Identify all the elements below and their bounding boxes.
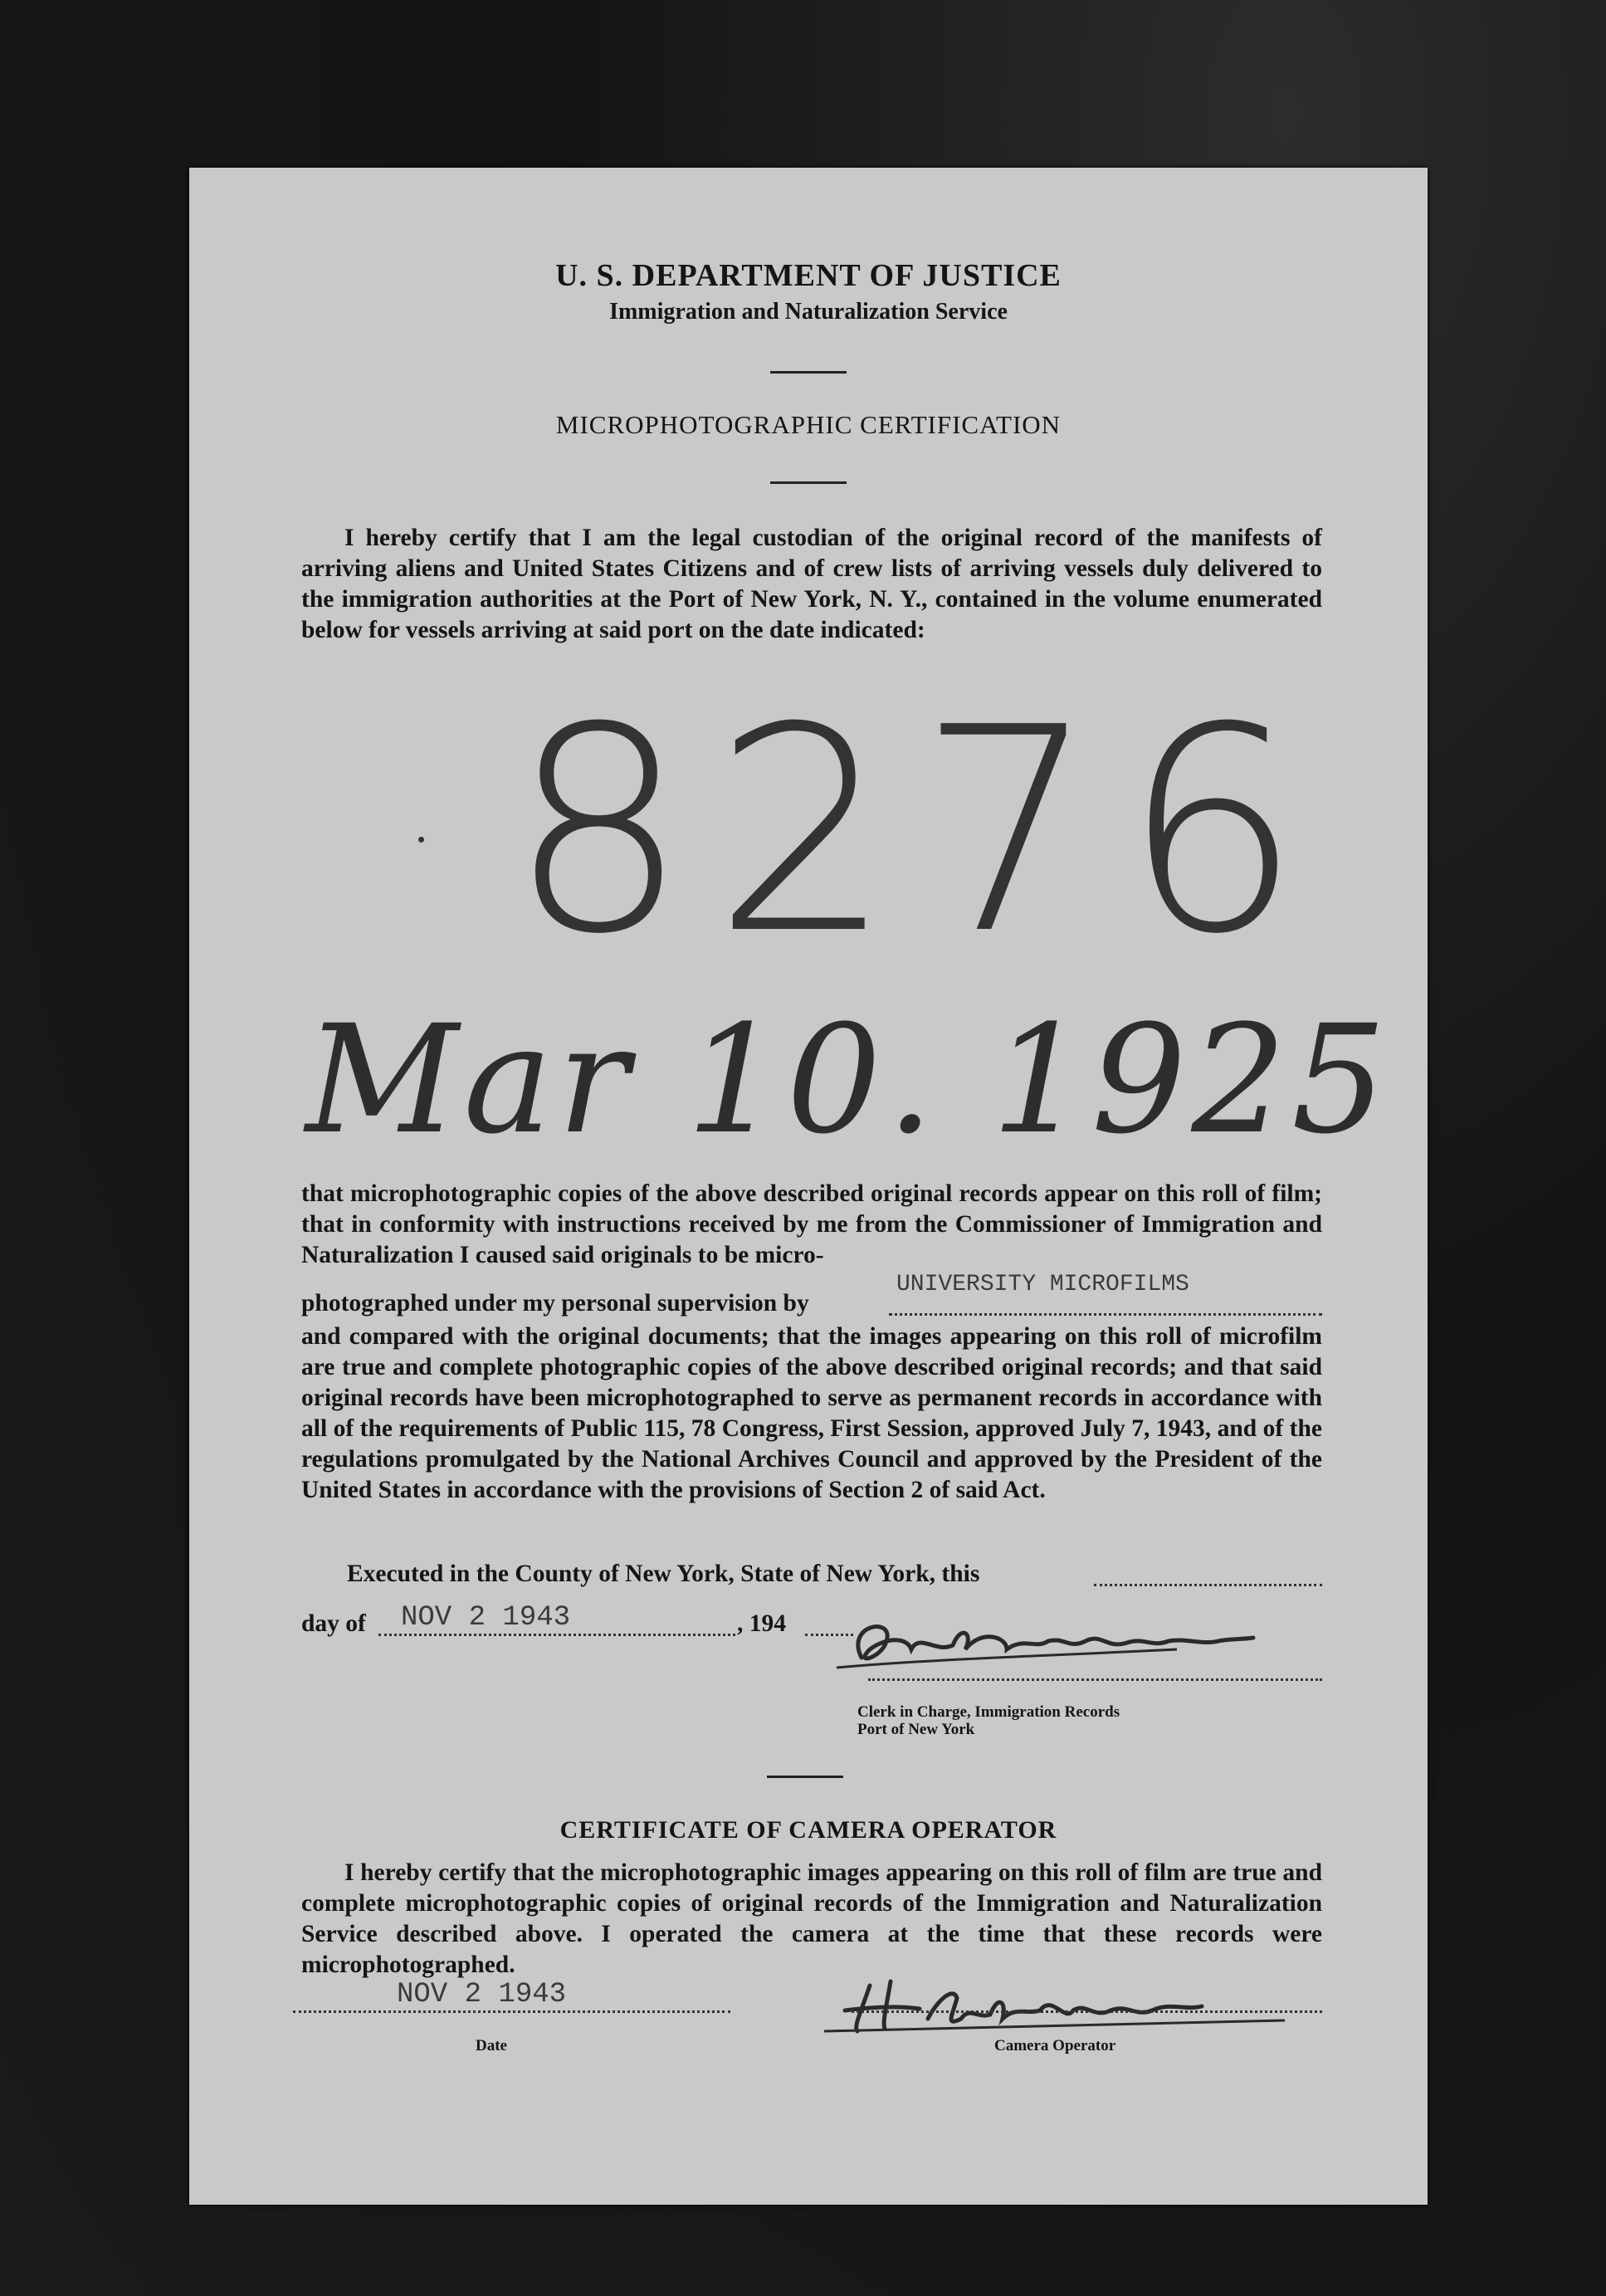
- camera-paragraph: I hereby certify that the microphotographic images appearing on this roll of film are true and complete microphotographic copies of original records of the Immigration and Naturalization Service described above. I operated the camera at the time that these records were microphotographed.: [301, 1859, 1322, 1978]
- department-heading: U. S. DEPARTMENT OF JUSTICE: [555, 258, 1062, 293]
- operator-line: [852, 2010, 1322, 2013]
- camera-operator-label: Camera Operator: [994, 2037, 1116, 2054]
- handwritten-arrival-date: Mar 10. 1925: [305, 994, 1392, 1167]
- clerk-signature: [828, 1608, 1260, 1678]
- camera-operator-signature: [820, 1969, 1318, 2044]
- execution-line: Executed in the County of New York, State of New York, this: [347, 1561, 980, 1587]
- supervision-line: photographed under my personal supervision by: [301, 1290, 809, 1317]
- camera-section-title: CERTIFICATE OF CAMERA OPERATOR: [559, 1816, 1057, 1844]
- clerk-title: Clerk in Charge, Immigration Records: [857, 1703, 1120, 1721]
- execution-date-stamp: NOV 2 1943: [401, 1602, 571, 1634]
- service-subheading: Immigration and Naturalization Service: [609, 299, 1008, 325]
- certification-title: MICROPHOTOGRAPHIC CERTIFICATION: [555, 410, 1062, 439]
- camera-date-stamp: NOV 2 1943: [397, 1979, 567, 2010]
- supervision-dots: [889, 1313, 1322, 1316]
- university-microfilms-stamp: UNIVERSITY MICROFILMS: [896, 1272, 1189, 1297]
- date-line: [293, 2010, 730, 2013]
- body-paragraph-part2: and compared with the original documents; that the images appearing on this roll of microfilm are true and complete photographic copies of the above described original records; and that said original records have been microphotographed to serve as permanent records in accordance with all of the requirements of Public 115, 78 Congress, First Session, approved July 7, 1943, and of the regulations promulgated by the National Archives Council and approved by the President of the United States in accordance with the provisions of Section 2 of said Act.: [301, 1323, 1322, 1503]
- body-paragraph-part1: that microphotographic copies of the above described original records appear on this roll of film; that in conformity with instructions received by me from the Commissioner of Immigration and Naturalization I caused said originals to be micro-: [301, 1180, 1322, 1268]
- divider: [767, 1776, 843, 1778]
- divider: [770, 371, 847, 374]
- year-suffix: , 194: [737, 1610, 786, 1637]
- execution-dots: [1094, 1584, 1322, 1586]
- intro-paragraph: I hereby certify that I am the legal custodian of the original record of the manifests of arriving aliens and United States Citizens and of crew lists of arriving vessels duly delivered to the immigration authorities at the Port of New York, N. Y., contained in the volume enumerated below for vessels arriving at said port on the date indicated:: [301, 525, 1322, 643]
- date-label: Date: [476, 2037, 507, 2054]
- clerk-location: Port of New York: [857, 1721, 975, 1738]
- ink-dot: [418, 837, 424, 843]
- day-of-dots: [378, 1634, 735, 1636]
- divider: [770, 481, 847, 484]
- handwritten-volume-number: 8276: [509, 667, 1327, 996]
- day-of-label: day of: [301, 1610, 366, 1637]
- certificate-sheet: [189, 168, 1428, 2205]
- clerk-signature-line: [868, 1678, 1322, 1681]
